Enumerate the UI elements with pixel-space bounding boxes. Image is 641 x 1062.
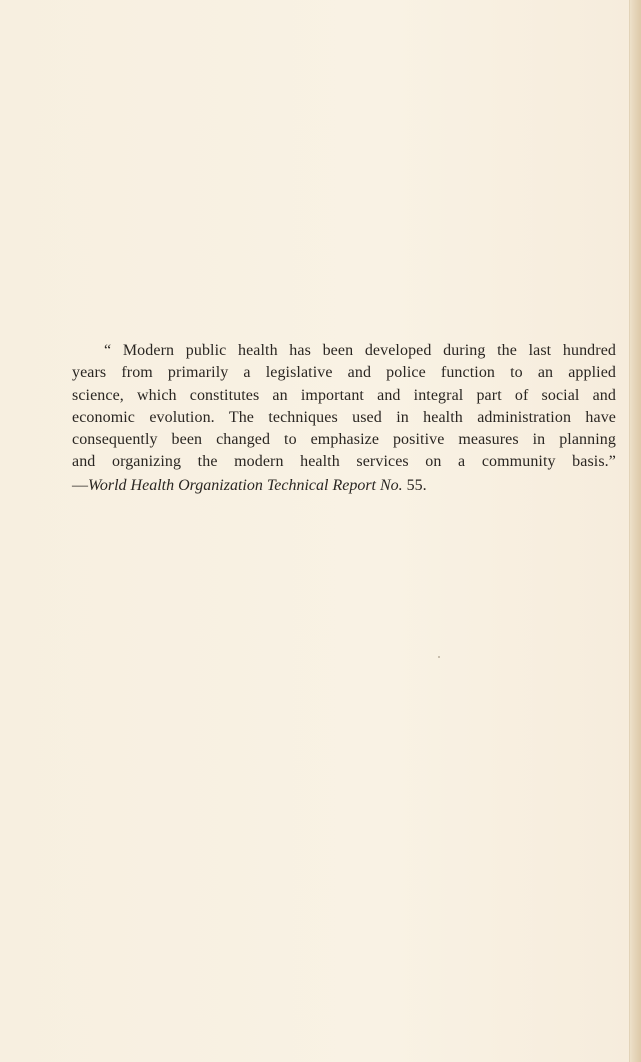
citation-source-title: World Health Organization Technical Report No. <box>88 476 403 494</box>
quote-line-1: “ Modern public health has been developed during the last hundred <box>104 342 616 359</box>
quote-line-3: science, which constitutes an important and integral part of social and <box>72 386 616 404</box>
quote-line-2: years from primarily a legislative and police function to an applied <box>72 364 616 382</box>
citation-report-number: 55. <box>402 476 427 494</box>
paper-speck <box>438 656 440 658</box>
page-edge-line <box>629 0 630 1062</box>
quote-line-5: consequently been changed to emphasize positive measures in planning <box>72 431 616 449</box>
epigraph-quote <box>72 340 616 474</box>
quote-line-6: and organizing the modern health services on a community basis.” <box>72 453 616 471</box>
page-edge-shadow <box>629 0 641 1062</box>
epigraph-citation <box>72 475 616 497</box>
quote-line-4: economic evolution. The techniques used in health administration have <box>72 408 616 426</box>
epigraph-block <box>72 340 616 497</box>
citation-dash: — <box>72 476 88 494</box>
